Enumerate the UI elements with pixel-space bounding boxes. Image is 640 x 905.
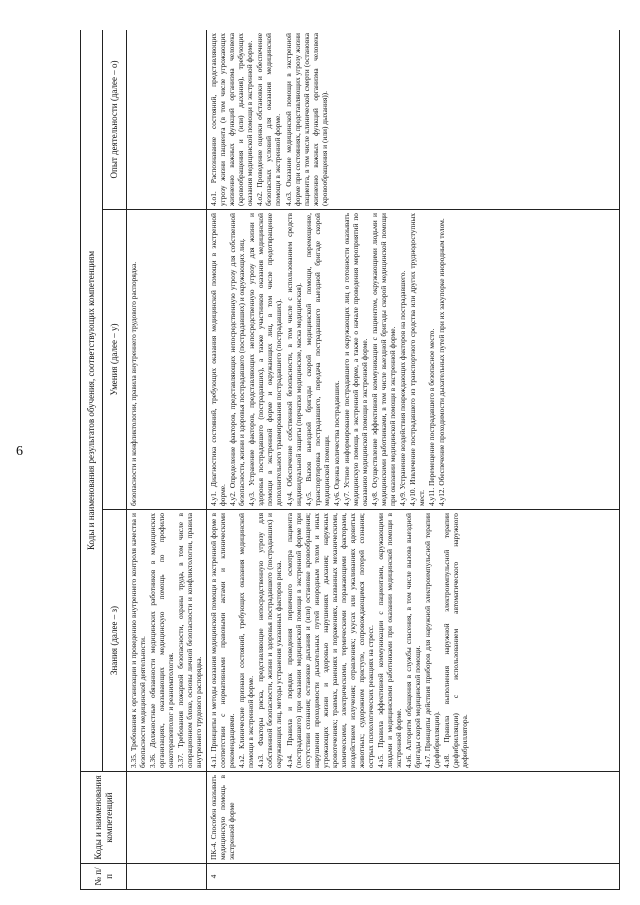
cell-competency: ПК-4. Способен оказывать медицинскую помощь в экстренной форме bbox=[207, 772, 620, 864]
header-num: № п/п bbox=[81, 864, 127, 890]
cell-knowledge bbox=[207, 510, 620, 772]
knowledge-item: 4.з3. Факторы риска, представляющие непосредственную угрозу для собственной безопасности, жизни и здоровья пострадавшего (пострадавших) и окружающих лиц, методы устранения указанных факторов риска. bbox=[256, 513, 284, 768]
knowledge-item: 3.36. Должностные обязанности медицинских работников в медицинских организациях, оказывающих медицинскую помощь по профилю онкотерапевтолог и реаниматология. bbox=[148, 513, 176, 768]
table-row-continued bbox=[127, 30, 207, 890]
skills-item: 4.у5. Вызов выездной бригады скорой медицинской помощи, перемещение, транспортировка пострадавшего, передача пострадавшего выездной бригаде скорой медицинской помощи. bbox=[303, 213, 331, 506]
table-header-row-top bbox=[81, 30, 103, 890]
knowledge-item: 3.37. Требования пожарной безопасности, охраны труда, в том числе в операционном блоке, основы личной безопасности и конфликтологии, правила внутреннего трудового распорядка. bbox=[176, 513, 204, 768]
experience-item: 4.о3. Оказание медицинской помощи в экстренной форме при состояниях, представляющих угрозу жизни пациента, в том числе клинической смерти (остановка жизненно важных функций организма человека (кровообращения и (или) дыхания)). bbox=[283, 33, 329, 206]
cell-skills bbox=[207, 210, 620, 510]
skills-item: 4.у2. Определение факторов, представляющих непосредственную угрозу для собственной безопасности, жизни и здоровья пострадавшего (пострадавших) и окружающих лиц. bbox=[228, 213, 247, 506]
skills-item: 4.у3. Устранение факторов, представляющих непосредственную угрозу для жизни и здоровья пострадавшего (пострадавших), а также участников оказания медицинской помощи в экстренной форме и окружающих лиц, в том числе предотвращение дополнительного травмирования пострадавшего (пострадавших). bbox=[247, 213, 284, 506]
cell-competency-continued bbox=[127, 772, 207, 864]
competency-table bbox=[80, 30, 620, 890]
skills-item: 4.у11. Перемещение пострадавшего в безопасное место. bbox=[426, 328, 436, 506]
skills-item: 4.у9. Устранение воздействия повреждающих факторов на пострадавшего. bbox=[397, 270, 407, 506]
table-header-row-sub bbox=[103, 30, 127, 890]
experience-item: 4.о2. Проведение оценки обстановки и обеспечение безопасных условий для оказания медицинской помощи в экстренной форме. bbox=[255, 33, 283, 206]
skills-item: безопасности и конфликтологии, правила внутреннего трудового распорядка. bbox=[129, 261, 138, 506]
header-knowledge: Знания (далее – з) bbox=[103, 510, 127, 772]
rotated-table-sheet bbox=[80, 30, 620, 890]
skills-item: 4.у10. Извлечение пострадавшего из транспортного средства или других труднодоступных мест. bbox=[407, 213, 426, 506]
rotated-table-container bbox=[80, 30, 620, 890]
knowledge-item: 4.з1. Принципы и методы оказания медицинской помощи в экстренной форме в соответствии с нормативными правовыми актами и клиническими рекомендациями. bbox=[209, 513, 237, 768]
cell-num: 4 bbox=[207, 864, 620, 890]
experience-item: 4.о1. Распознавание состояний, представляющих угрозу жизни пациента (в том числе угрожающих жизненно важных функций организма человека (кровообращения и (или) дыхания), требующих оказания медицинской помощи в экстренной форме. bbox=[209, 33, 255, 206]
cell-knowledge-continued bbox=[127, 510, 207, 772]
skills-item: 4.у1. Диагностика состояний, требующих оказания медицинской помощи в экстренной форме. bbox=[209, 213, 228, 506]
skills-item: 4.у8. Осуществление эффективной коммуникации с пациентом, окружающими людьми и медицинскими работниками, в том числе выездной бригады скорой медицинской помощи при оказании медицинской помощи в экстренной форме. bbox=[369, 213, 397, 506]
cell-experience bbox=[207, 30, 620, 210]
cell-skills-continued bbox=[127, 210, 207, 510]
header-main: Коды и наименования результатов обучения, соответствующих компетенциям bbox=[81, 30, 103, 772]
skills-item: 4.у6. Оценка количества пострадавших. bbox=[331, 380, 341, 506]
skills-item: 4.у7. Устное информирование пострадавшего и окружающих лиц о готовности оказывать медицинскую помощь в экстренной форме, а также о начале проведения мероприятий по оказанию медицинской помощи в экстренной форме. bbox=[341, 213, 369, 506]
table-row-4 bbox=[207, 30, 620, 890]
knowledge-item: 4.з5. Правила эффективной коммуникации с пациентами, окружающими людьми и медицинскими работниками при оказании медицинской помощи в экстренной форме. bbox=[375, 513, 403, 768]
knowledge-item: 4.з8. Правила выполнения наружной электроимпульсной терапии (дефибрилляции) с использованием автоматического наружного дефибриллятора. bbox=[442, 513, 470, 768]
knowledge-item: 4.з4. Правила и порядок проведения первичного осмотра пациента (пострадавшего) при оказании медицинской помощи в экстренной форме при отсутствии сознания; остановке дыхания и (или) остановке кровообращения; нарушении проходимости дыхательных путей инородным телом и иных угрожающих жизни и здоровью нарушениях дыхания; наружных кровотечениях; травмах, ранениях и поражениях, вызванных механическими, химическими, электрическими, термическими поражающими факторами, воздействием излучения; отравлениях; укусах или ужаливаниях ядовитых животных; судорожном приступе, сопровождающимся потерей сознания; острых психологических реакциях на стресс. bbox=[284, 513, 375, 768]
knowledge-item: 4.з2. Клинические признаки состояний, требующих оказания медицинской помощи в экстренной форме. bbox=[237, 513, 256, 768]
header-competency: Коды и наименования компетенций bbox=[81, 772, 127, 864]
skills-item: 4.у4. Обеспечение собственной безопасности, в том числе с использованием средств индивидуальной защиты (перчатки медицинские, маска медицинская). bbox=[284, 213, 303, 506]
skills-item: 4.у12. Обеспечение проходимости дыхательных путей при их закупорке инородным телом. bbox=[437, 218, 446, 506]
knowledge-item: 3.35. Требования к организации и проведению внутреннего контроля качества и безопасности медицинской деятельности. bbox=[129, 513, 148, 768]
knowledge-item: 4.з6. Алгоритм обращения в службы спасения, в том числе вызова выездной бригады скорой медицинской помощи. bbox=[403, 513, 422, 768]
knowledge-item: 4.з7. Принципы действия приборов для наружной электроимпульсной терапии (дефибрилляции). bbox=[422, 513, 441, 768]
header-experience: Опыт деятельности (далее – о) bbox=[103, 30, 127, 210]
page-number: 6 bbox=[16, 444, 23, 459]
cell-experience-continued bbox=[127, 30, 207, 210]
header-skills: Умения (далее – у) bbox=[103, 210, 127, 510]
cell-num-continued bbox=[127, 864, 207, 890]
